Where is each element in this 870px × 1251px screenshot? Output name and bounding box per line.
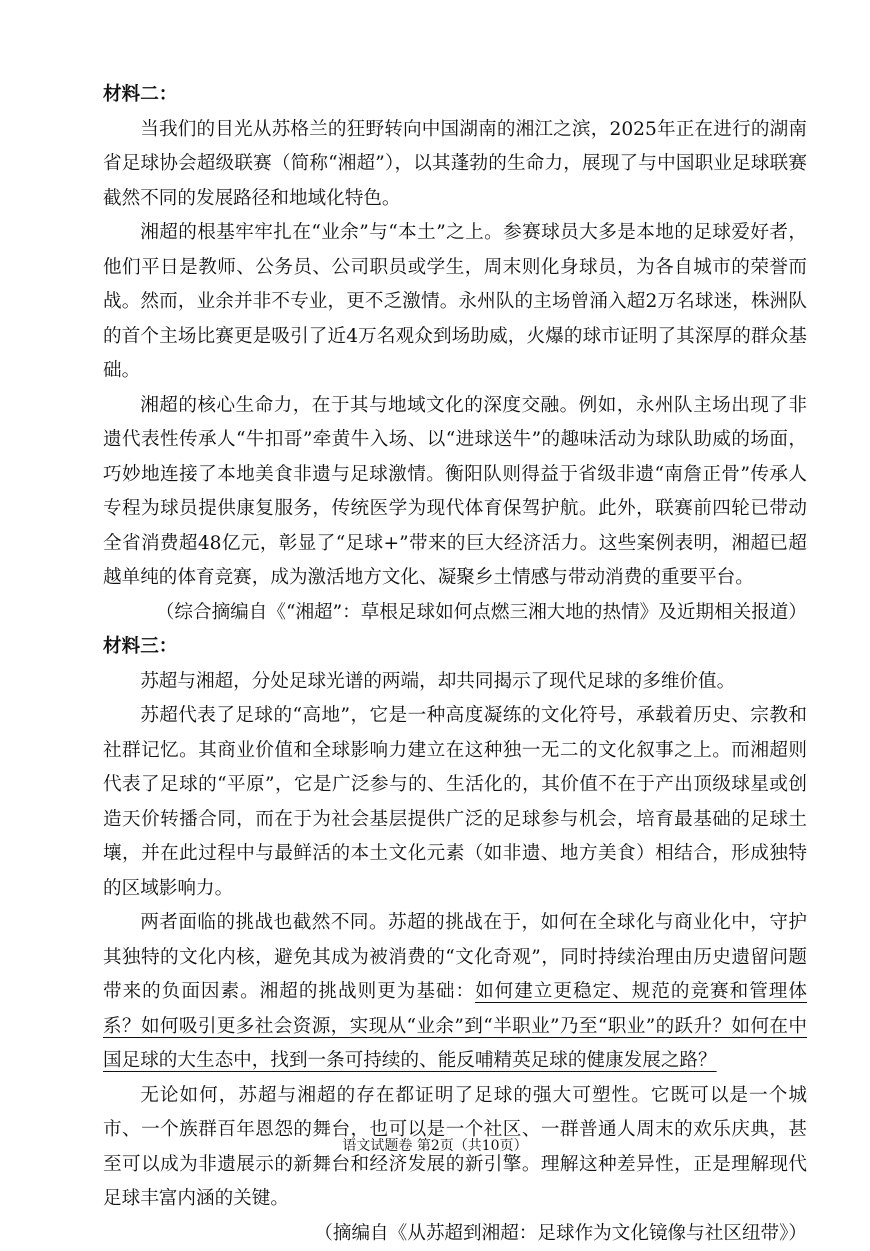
material-three-paragraph-1: 苏超与湘超，分处足球光谱的两端，却共同揭示了现代足球的多维价值。	[103, 665, 807, 700]
material-three-paragraph-2: 苏超代表了足球的“高地”，它是一种高度凝练的文化符号，承载着历史、宗教和社群记忆。其商业价值和全球影响力建立在这种独一无二的文化叙事之上。而湘超则代表了足球的“平原”，它是广泛参与的、生活化的，其价值不在于产出顶级球星或创造天价转播合同，而在于为社会基层提供广泛的足球参与机会，培育最基础的足球土壤，并在此过程中与最鲜活的本土文化元素（如非遗、地方美食）相结合，形成独特的区域影响力。	[103, 699, 807, 906]
material-three-paragraph-4: 无论如何，苏超与湘超的存在都证明了足球的强大可塑性。它既可以是一个城市、一个族群百年恩怨的舞台，也可以是一个社区、一群普通人周末的欢乐庆典，甚至可以成为非遗展示的新舞台和经济发展的新引擎。理解这种差异性，正是理解现代足球丰富内涵的关键。	[103, 1079, 807, 1217]
material-two-source: （综合摘编自《“湘超”：草根足球如何点燃三湘大地的热情》及近期相关报道）	[103, 596, 807, 631]
material-two-paragraph-2: 湘超的根基牢牢扎在“业余”与“本土”之上。参赛球员大多是本地的足球爱好者，他们平日是教师、公务员、公司职员或学生，周末则化身球员，为各自城市的荣誉而战。然而，业余并非不专业，更不乏激情。永州队的主场曾涌入超2万名球迷，株洲队的首个主场比赛更是吸引了近4万名观众到场助威，火爆的球市证明了其深厚的群众基础。	[103, 216, 807, 389]
material-three-paragraph-3	[103, 906, 807, 1079]
underlined-question-text: 如何建立更稳定、规范的竞赛和管理体系？如何吸引更多社会资源，实现从“业余”到“半职业”乃至“职业”的跃升？如何在中国足球的大生态中，找到一条可持续的、能反哺精英足球的健康发展之路？	[103, 981, 807, 1071]
paragraph-3-text: 两者面临的挑战也截然不同。苏超的挑战在于，如何在全球化与商业化中，守护其独特的文化内核，避免其成为被消费的“文化奇观”，同时持续治理由历史遗留问题带来的负面因素。湘超的挑战则更为基础：	[103, 912, 807, 1002]
material-three-source: （摘编自《从苏超到湘超：足球作为文化镜像与社区纽带》）	[103, 1217, 807, 1251]
material-two-heading: 材料二：	[103, 78, 807, 113]
reading-material	[103, 78, 807, 1251]
material-two-paragraph-3: 湘超的核心生命力，在于其与地域文化的深度交融。例如，永州队主场出现了非遗代表性传承人“牛扣哥”牵黄牛入场、以“进球送牛”的趣味活动为球队助威的场面，巧妙地连接了本地美食非遗与足球激情。衡阳队则得益于省级非遗“南詹正骨”传承人专程为球员提供康复服务，传统医学为现代体育保驾护航。此外，联赛前四轮已带动全省消费超48亿元，彰显了“足球+”带来的巨大经济活力。这些案例表明，湘超已超越单纯的体育竞赛，成为激活地方文化、凝聚乡土情感与带动消费的重要平台。	[103, 389, 807, 596]
material-two-paragraph-1: 当我们的目光从苏格兰的狂野转向中国湖南的湘江之滨，2025年正在进行的湖南省足球协会超级联赛（简称“湘超”），以其蓬勃的生命力，展现了与中国职业足球联赛截然不同的发展路径和地域化特色。	[103, 113, 807, 217]
material-three-heading: 材料三：	[103, 630, 807, 665]
page-footer: 语文试题卷 第2页（共10页）	[0, 1136, 870, 1156]
